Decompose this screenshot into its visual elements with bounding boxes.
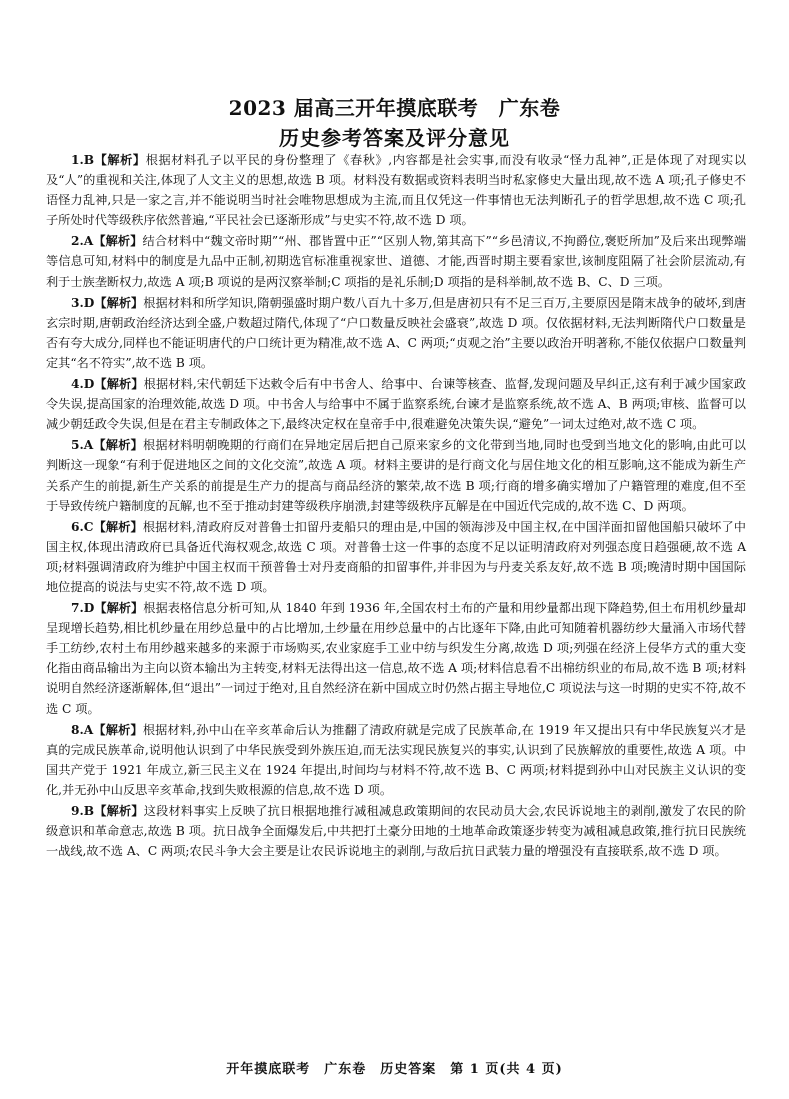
analysis-text: 根据材料和所学知识,隋朝强盛时期户数八百九十多万,但是唐初只有不足三百万,主要原因是隋末战争的破坏,到唐玄宗时期,唐朝政治经济达到全盛,户数超过隋代,体现了“户口数量反映社会盛衰”,故选 D 项。仅依据材料,无法判断隋代户口数量是否有夸大成分,同样也不能证明唐代的户口统计更为精准,故不选 A、C 两项;“贞观之治”主要以政治开明著称,不能仅依据户口数量判定其“名不符实”,故不选 B 项。	[46, 295, 747, 370]
analysis-tag: 【解析】	[94, 153, 146, 167]
analysis-text: 根据表格信息分析可知,从 1840 年到 1936 年,全国农村土布的产量和用纱量都出现下降趋势,但土布用机纱量却呈现增长趋势,相比机纱量在用纱总量中的占比增加,土纱量在用纱总量中的占比逐年下降,由此可知随着机器纺纱大量涌入市场代替手工纺纱,农村土布用纱越来越多的来源于市场购买,农业家庭手工业中纺与织发生分离,故选 D 项;列强在经济上侵华方式的重大变化指由商品输出为主向以资本输出为主转变,材料无法得出这一信息,故不选 A 项;材料信息看不出棉纺织业的布局,故不选 B 项;材料说明自然经济逐渐解体,但“退出”一词过于绝对,且自然经济在新中国成立时仍然占据主导地位,C 项说法与这一时期的史实不符,故不选 C 项。	[46, 601, 747, 716]
question-number: 2.	[71, 234, 84, 249]
answer-letter: B	[83, 804, 95, 818]
analysis-tag: 【解析】	[94, 295, 144, 310]
question-number: 8.	[71, 722, 84, 737]
question-number: 9.	[71, 804, 84, 818]
analysis-tag: 【解析】	[93, 438, 143, 453]
question-number: 4.	[71, 377, 84, 392]
analysis-text: 根据材料,孙中山在辛亥革命后认为推翻了清政府就是完成了民族革命,在 1919 年又提出只有中华民族复兴才是真的完成民族革命,说明他认识到了中华民族受到外族压迫,而无法实现民族复兴的事实,认识到了民族解放的重要性,故选 A 项。中国共产党于 1921 年成立,新三民主义在 1924 年提出,时间均与材料不符,故不选 B、C 两项;材料提到孙中山对民族主义认识的变化,并无孙中山反思辛亥革命,找到失败根源的信息,故不选 D 项。	[46, 722, 746, 797]
page-footer: 开年摸底联考 广东卷 历史答案 第 1 页(共 4 页)	[226, 1062, 563, 1077]
analysis-text: 根据材料孔子以平民的身份整理了《春秋》,内容都是社会实事,而没有收录“怪力乱神”,正是体现了对现实以及“人”的重视和关注,体现了人文主义的思想,故选 B 项。材料没有数据或资料表明当时私家修史大量出现,故不选 A 项;孔子修史不语怪力乱神,只是一家之言,并不能说明当时社会唯物思想成为主流,而且仅凭这一件事情也无法判断孔子的哲学思想,故不选 C 项;孔子所处时代等级秩序依然普遍,“平民社会已逐渐形成”与史实不符,故不选 D 项。	[46, 153, 747, 228]
question-7	[46, 598, 746, 719]
question-number: 1.	[71, 153, 84, 167]
question-number: 3.	[71, 295, 84, 310]
answer-letter: D	[83, 601, 95, 616]
document-title: 2023 届高三开年摸底联考 广东卷	[228, 96, 561, 120]
analysis-tag: 【解析】	[94, 601, 144, 616]
analysis-text: 结合材料中“魏文帝时期”“州、郡皆置中正”“区别人物,第其高下”“乡邑清议,不拘爵位,褒贬所加”及后来出现弊端等信息可知,材料中的制度是九品中正制,初期选官标准重视家世、道德、才能,西晋时期主要看家世,该制度阻隔了社会阶层流动,有利于士族垄断权力,故选 A 项;B 项说的是两汉察举制;C 项指的是礼乐制;D 项指的是科举制,故不选 B、C、D 三项。	[46, 234, 747, 289]
analysis-text: 根据材料明朝晚期的行商们在异地定居后把自己原来家乡的文化带到当地,同时也受到当地文化的影响,由此可以判断这一现象“有利于促进地区之间的文化交流”,故选 A 项。材料主要讲的是行商文化与居住地文化的相互影响,这不能成为新生产关系产生的前提,新生产关系的前提是生产力的提高与商品经济的繁荣,故不选 B 项;行商的增多确实增加了户籍管理的难度,但不至于导致传统户籍制度的瓦解,也不至于推动封建等级秩序崩溃,封建等级秩序瓦解是在中国近代完成的,故不选 C、D 两项。	[46, 438, 746, 513]
answer-letter: A	[83, 438, 94, 453]
question-number: 7.	[71, 601, 84, 616]
question-6	[46, 517, 746, 597]
question-9	[46, 801, 746, 861]
question-8	[46, 720, 746, 800]
question-2	[46, 231, 746, 291]
answer-letter: C	[83, 519, 94, 534]
analysis-text: 这段材料事实上反映了抗日根据地推行减租减息政策期间的农民动员大会,农民诉说地主的剥削,激发了农民的阶级意识和革命意志,故选 B 项。抗日战争全面爆发后,中共把打土豪分田地的土地革命政策逐步转变为减租减息政策,推行抗日民族统一战线,故不选 A、C 两项;农民斗争大会主要是让农民诉说地主的剥削,与敌后抗日武装力量的增强没有直接联系,故不选 D 项。	[46, 804, 746, 859]
question-number: 5.	[71, 438, 84, 453]
question-4	[46, 374, 746, 434]
question-5	[46, 435, 746, 515]
question-3	[46, 293, 746, 373]
analysis-text: 根据材料,清政府反对普鲁士扣留丹麦船只的理由是,中国的领海涉及中国主权,在中国洋面扣留他国船只破坏了中国主权,体现出清政府已具备近代海权观念,故选 C 项。对普鲁士这一件事的态度不足以证明清政府对列强态度日趋强硬,故不选 A 项;材料强调清政府为维护中国主权而干预普鲁士对丹麦商船的扣留事件,并非因为与丹麦关系友好,故不选 B 项;晚清时期中国国际地位提高的说法与史实不符,故不选 D 项。	[46, 519, 746, 594]
answer-letter: D	[83, 377, 95, 392]
answer-letter: D	[83, 295, 95, 310]
document-subtitle: 历史参考答案及评分意见	[279, 126, 510, 150]
analysis-tag: 【解析】	[93, 519, 143, 534]
analysis-tag: 【解析】	[94, 804, 144, 818]
analysis-tag: 【解析】	[93, 234, 143, 249]
answer-letter: B	[83, 153, 95, 167]
analysis-tag: 【解析】	[94, 377, 144, 392]
answer-letter: A	[83, 234, 94, 249]
analysis-tag: 【解析】	[93, 722, 143, 737]
question-1	[46, 150, 746, 230]
analysis-text: 根据材料,宋代朝廷下达敕令后有中书舍人、给事中、台谏等核查、监督,发现问题及早纠正,这有利于减少国家政令失误,提高国家的治理效能,故选 D 项。中书舍人与给事中不属于监察系统,台谏才是监察系统,故不选 A、B 两项;审核、监督可以减少朝廷政令失误,但是在君主专制政体之下,最终决定权在皇帝手中,很难避免决策失误,“避免”一词太过绝对,故不选 C 项。	[46, 377, 747, 432]
answer-list	[46, 150, 746, 862]
question-number: 6.	[71, 519, 84, 534]
answer-letter: A	[83, 722, 94, 737]
